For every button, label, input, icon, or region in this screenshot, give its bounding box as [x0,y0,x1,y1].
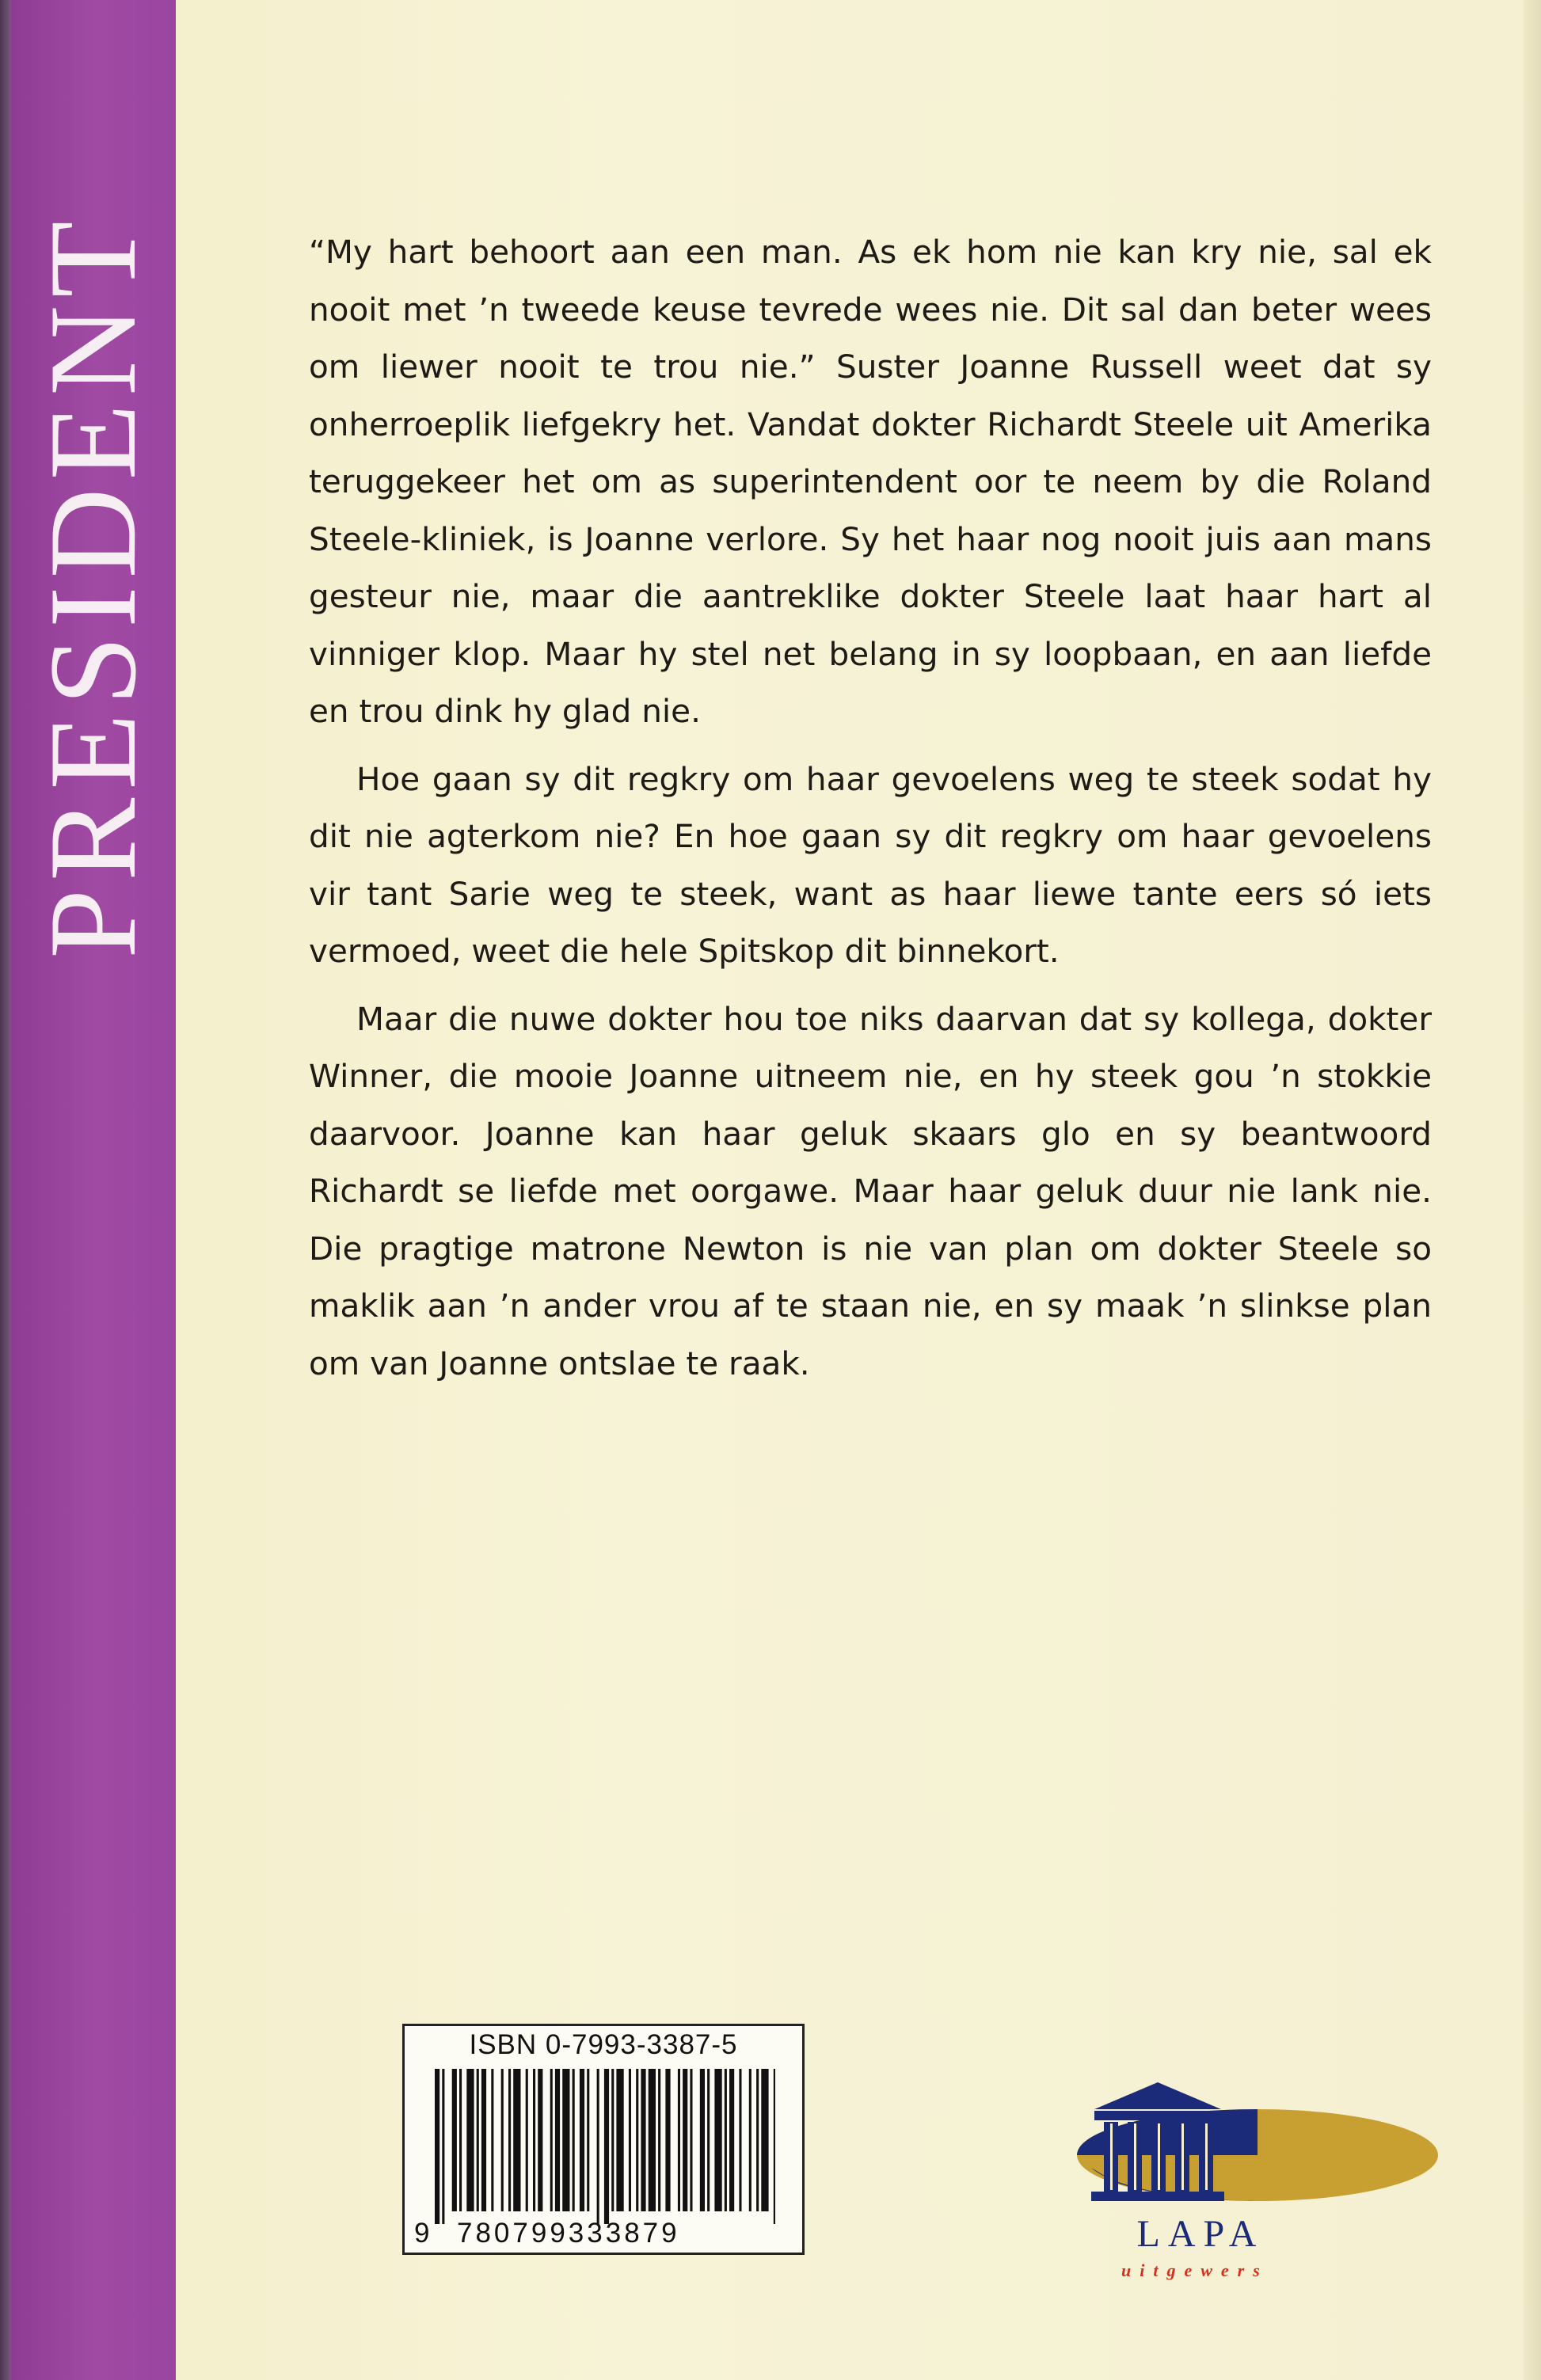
blurb-paragraph-1: “My hart behoort aan een man. As ek hom nie kan kry nie, sal ek nooit met ’n tweede keuse tevrede wees nie. Dit sal dan beter wees om liewer nooit te trou nie.” Suster Joanne Russell weet dat sy onherroeplik liefgekry het. Vandat dokter Richardt Steele uit Amerika teruggekeer het om as superintendent oor te neem by die Roland Steele-kliniek, is Joanne verlore. Sy het haar nog nooit juis aan mans gesteur nie, maar die aantreklike dokter Steele laat haar hart al vinniger klop. Maar hy stel net belang in sy loopbaan, en aan liefde en trou dink hy glad nie. [309,233,1432,730]
blurb-paragraph-2: Hoe gaan sy dit regkry om haar gevoelens weg te steek sodat hy dit nie agterkom nie? En hoe gaan sy dit regkry om haar gevoelens vir tant Sarie weg te steek, want as haar liewe tante eers só iets vermoed, weet die hele Spitskop dit binnekort. [309,759,1432,970]
barcode-bar [683,2069,687,2211]
barcode-bar [707,2069,710,2211]
barcode-bar [739,2069,741,2211]
barcode-icon [435,2069,775,2224]
publisher-name: LAPA [1136,2213,1265,2255]
barcode-bar [573,2069,575,2211]
barcode-bar [477,2069,479,2211]
barcode-bar [466,2069,474,2211]
barcode-bar [604,2069,609,2224]
barcode-bar [636,2069,638,2211]
cover-right-edge [1524,0,1541,2380]
publisher-subtitle: uitgewers [1121,2260,1269,2280]
blurb-text [309,223,1432,1402]
barcode-bar [611,2069,614,2211]
barcode-bar [452,2069,457,2211]
barcode-bar [658,2069,660,2211]
barcode-bar [616,2069,623,2211]
barcode-bar [749,2069,751,2211]
barcode-bar [538,2069,542,2211]
barcode-bar [649,2069,656,2211]
barcode-bar [533,2069,535,2211]
barcode-bar [774,2069,775,2224]
barcode-bar [491,2069,493,2211]
barcode-bar [641,2069,645,2211]
barcode-bar [555,2069,560,2211]
barcode-bar [435,2069,439,2224]
barcode-bar [550,2069,553,2211]
barcode-bar [597,2069,599,2224]
barcode-bar [729,2069,734,2211]
barcode-bar [580,2069,584,2211]
barcode-bar [714,2069,721,2211]
barcode-bar [756,2069,759,2211]
barcode-bar [690,2069,692,2211]
barcode-bar [513,2069,520,2211]
ean-digits: 780799333879 [457,2218,680,2249]
barcode-bar [501,2069,504,2211]
barcode-bar [508,2069,511,2211]
barcode-box [402,2024,805,2255]
series-title: PRESIDENT [24,213,162,959]
barcode-bar [526,2069,528,2211]
isbn-label: ISBN 0-7993-3387-5 [469,2029,738,2060]
barcode-bar [629,2069,631,2211]
spine-edge [0,0,11,2380]
barcode-bar [459,2069,462,2211]
barcode-bar [678,2069,680,2211]
publisher-logo-icon [1060,2073,1448,2223]
barcode-bar [442,2069,444,2224]
barcode-bar [665,2069,670,2211]
barcode-bar [700,2069,705,2211]
ean-first-digit: 9 [414,2218,430,2249]
barcode-bar [761,2069,768,2211]
barcode-bar [481,2069,486,2211]
barcode-bar [725,2069,727,2211]
barcode-bar [587,2069,589,2211]
blurb-paragraph-3: Maar die nuwe dokter hou toe niks daarvan dat sy kollega, dokter Winner, die mooie Joanne uitneem nie, en hy steek gou ’n stokkie daarvoor. Joanne kan haar geluk skaars glo en sy beantwoord Richardt se liefde met oorgawe. Maar haar geluk duur nie lank nie. Die pragtige matrone Newton is nie van plan om dokter Steele so maklik aan ’n ander vrou af te staan nie, en sy maak ’n slinkse plan om van Joanne ontslae te raak. [309,999,1432,1382]
barcode-bar [562,2069,569,2211]
